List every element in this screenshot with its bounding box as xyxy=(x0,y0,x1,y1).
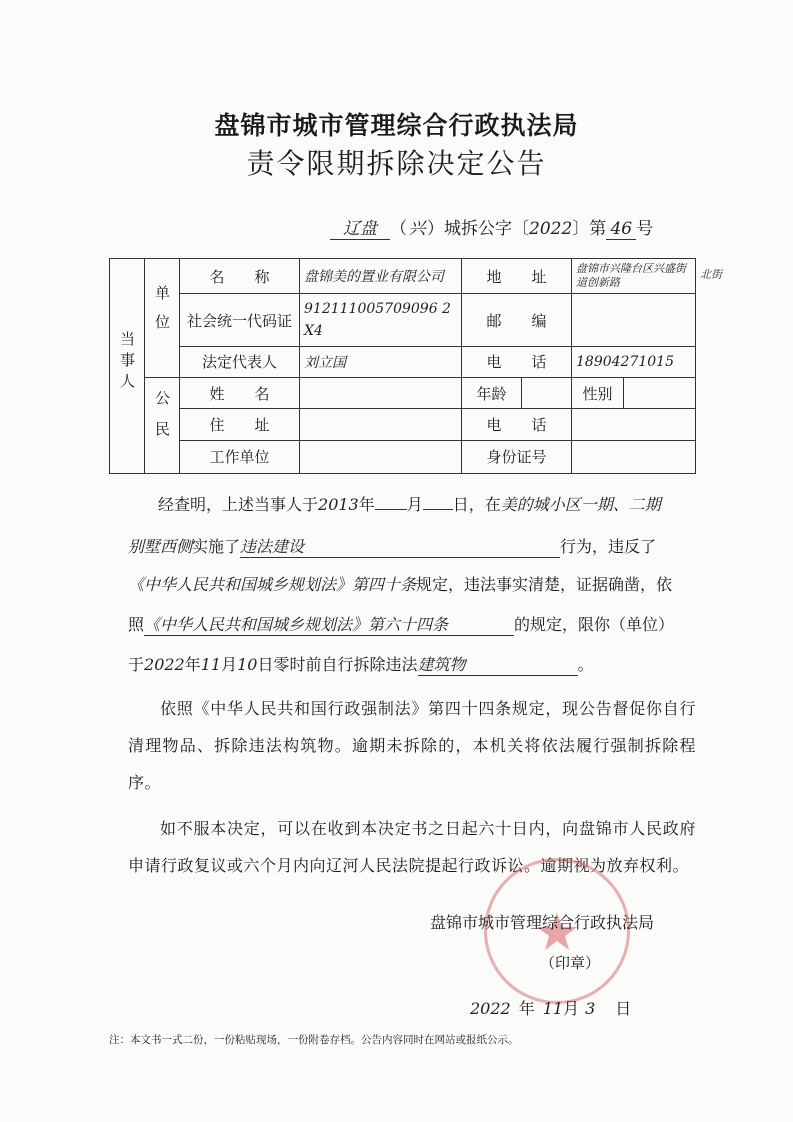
body-line-1: 经查明，上述当事人于2013年 月 日，在美的城小区一期、二期 xyxy=(158,495,661,514)
paragraph-appeal: 如不服本决定，可以在收到本决定书之日起六十日内，向盘锦市人民政府申请行政复议或六个月内向辽河人民法院提起行政诉讼。逾期视为放弃权利。 xyxy=(128,819,696,875)
credit-code-value: 91211100570909​6 2X4 xyxy=(300,294,462,346)
violation-month xyxy=(375,509,407,510)
seal-label: （印章） xyxy=(540,954,601,972)
citizen-label: 公民 xyxy=(145,377,180,473)
person-phone-value xyxy=(572,409,696,440)
violation-place-cont: 别墅西侧 xyxy=(128,537,193,556)
person-name-label: 姓 名 xyxy=(180,377,300,408)
name-label: 名 称 xyxy=(180,259,300,294)
party-info-table xyxy=(109,258,696,474)
violation-place: 美的城小区一期、二期 xyxy=(500,495,661,514)
id-number-label: 身份证号 xyxy=(462,440,572,473)
age-label: 年龄 xyxy=(462,377,522,408)
postcode-label: 邮 编 xyxy=(462,294,572,346)
doc-suffix: 号 xyxy=(636,219,654,239)
id-number-value xyxy=(572,440,696,473)
body-line-5: 于2022年11月10日零时前自行拆除违法建筑物 。 xyxy=(128,652,594,676)
sex-value xyxy=(624,377,696,408)
legal-rep-label: 法定代表人 xyxy=(180,346,300,377)
phone-label: 电 话 xyxy=(462,346,572,377)
paragraph-enforcement: 依照《中华人民共和国行政强制法》第四十四条规定，现公告督促你自行清理物品、拆除违法构筑物。逾期未拆除的，本机关将依法履行强制拆除程序。 xyxy=(128,699,696,792)
address-value: 盘锦市兴隆台区兴盛街道创新路 xyxy=(572,259,696,294)
address-label: 地 址 xyxy=(462,259,572,294)
body-line-2: 别墅西侧实施了违法建设 行为，违反了 xyxy=(128,534,656,558)
legal-rep-value: 刘立国 xyxy=(300,346,462,377)
document-number xyxy=(330,214,653,240)
doc-agency: 兴 xyxy=(408,219,426,239)
person-phone-label: 电 话 xyxy=(462,409,572,440)
demolish-object: 建筑物 xyxy=(418,652,578,676)
postcode-value xyxy=(572,294,696,346)
doc-num: 46 xyxy=(606,219,636,240)
basis-law: 《中华人民共和国城乡规划法》第六十四条 xyxy=(144,612,514,636)
phone-value: 18904271015 xyxy=(572,346,696,377)
body-line-3: 《中华人民共和国城乡规划法》第四十条规定，违法事实清楚，证据确凿，依 xyxy=(128,575,673,594)
violation-day xyxy=(423,509,453,510)
margin-note: 北街 xyxy=(700,268,722,281)
doc-prefix: 辽盘 xyxy=(330,214,390,240)
age-value xyxy=(522,377,572,408)
name-value: 盘锦美的置业有限公司 xyxy=(300,259,462,294)
doc-title-agency: 盘锦市城市管理综合行政执法局 xyxy=(214,111,579,140)
doc-paren-open: （ xyxy=(390,219,407,239)
footnote: 注：本文书一式二份，一份粘贴现场，一份附卷存档。公告内容同时在网站或报纸公示。 xyxy=(109,1034,519,1046)
unit-label: 单位 xyxy=(145,259,180,378)
doc-title-notice: 责令限期拆除决定公告 xyxy=(246,147,547,180)
doc-year: 2022 xyxy=(529,219,573,239)
doc-mid: 〕第 xyxy=(572,219,607,239)
body-line-4: 照《中华人民共和国城乡规划法》第六十四条 的规定，限你（单位） xyxy=(128,612,674,636)
person-name-value xyxy=(300,377,462,408)
violation-year: 2013 xyxy=(318,495,359,514)
deadline-month: 11 xyxy=(200,655,222,674)
residence-label: 住 址 xyxy=(180,409,300,440)
residence-value xyxy=(300,409,462,440)
deadline-day: 10 xyxy=(237,655,258,674)
doc-paren-close: ）城拆公字〔 xyxy=(427,219,529,239)
issuing-agency: 盘锦市城市管理综合行政执法局 xyxy=(430,913,655,932)
violation-act: 违法建设 xyxy=(240,534,560,558)
party-label: 当事人 xyxy=(110,259,145,474)
violated-law: 《中华人民共和国城乡规划法》第四十条 xyxy=(128,575,417,594)
deadline-year: 2022 xyxy=(144,655,185,674)
workplace-value xyxy=(300,440,462,473)
sex-label: 性别 xyxy=(572,377,624,408)
credit-code-label: 社会统一代码证 xyxy=(180,294,300,346)
issue-date: 2022 年 11月 3 日 xyxy=(470,999,632,1018)
workplace-label: 工作单位 xyxy=(180,440,300,473)
